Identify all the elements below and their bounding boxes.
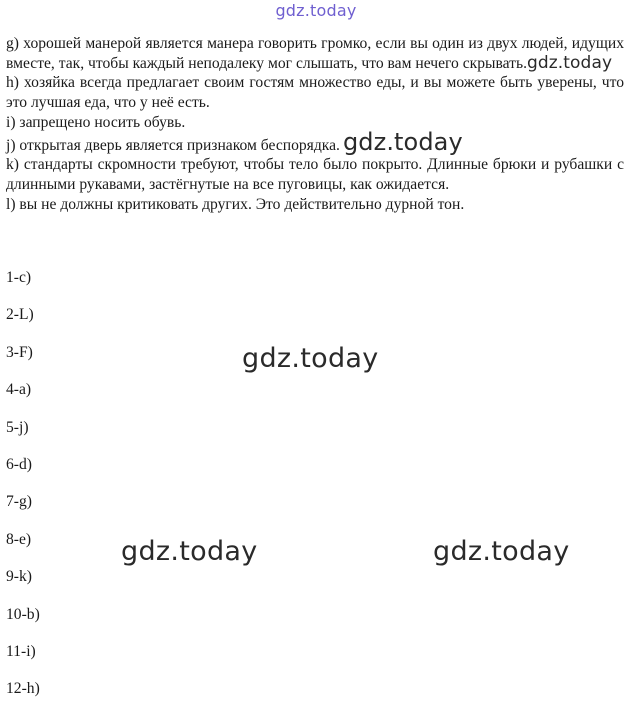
bottom-right-watermark: gdz.today (433, 536, 570, 567)
answer-item: 8-e) (6, 530, 32, 548)
statement-j-text: j) открытая дверь является признаком беспорядка. (6, 136, 340, 154)
statements-text (6, 34, 624, 214)
answer-item: 6-d) (6, 455, 32, 473)
answer-item: 3-F) (6, 343, 33, 361)
answer-item: 4-a) (6, 381, 32, 399)
inline-watermark-small: gdz.today (526, 52, 613, 73)
answer-item: 2-L) (6, 306, 34, 324)
answer-item: 11-i) (6, 642, 36, 660)
answer-item: 1-c) (6, 269, 32, 286)
answer-list (6, 268, 40, 717)
statement-i: i) запрещено носить обувь. (6, 113, 186, 131)
statement-g (6, 34, 624, 73)
answer-item: 10-b) (6, 605, 40, 623)
statement-g-text: g) хорошей манерой является манера говорить громко, если вы один из двух людей, идущих вместе, так, чтобы каждый неподалеку мог слышать, что вам нечего скрывать. (6, 35, 624, 72)
bottom-left-watermark: gdz.today (121, 536, 258, 567)
statement-j (6, 127, 624, 156)
statement-k: k) стандарты скромности требуют, чтобы тело было покрыто. Длинные брюки и рубашки с длинными рукавами, застёгнутые на все пуговицы, как ожидается. (6, 156, 624, 193)
center-watermark: gdz.today (242, 343, 379, 374)
inline-watermark-big: gdz.today (342, 127, 463, 156)
statement-l: l) вы не должны критиковать других. Это действительно дурной тон. (6, 195, 465, 213)
statement-h: h) хозяйка всегда предлагает своим гостям множество еды, и вы можете быть уверены, что это лучшая еда, что у неё есть. (6, 74, 624, 112)
answer-item: 12-h) (6, 680, 40, 698)
answer-item: 9-k) (6, 568, 32, 586)
answer-item: 7-g) (6, 493, 32, 511)
header-watermark: gdz.today (275, 1, 357, 20)
answer-item: 5-j) (6, 418, 29, 436)
